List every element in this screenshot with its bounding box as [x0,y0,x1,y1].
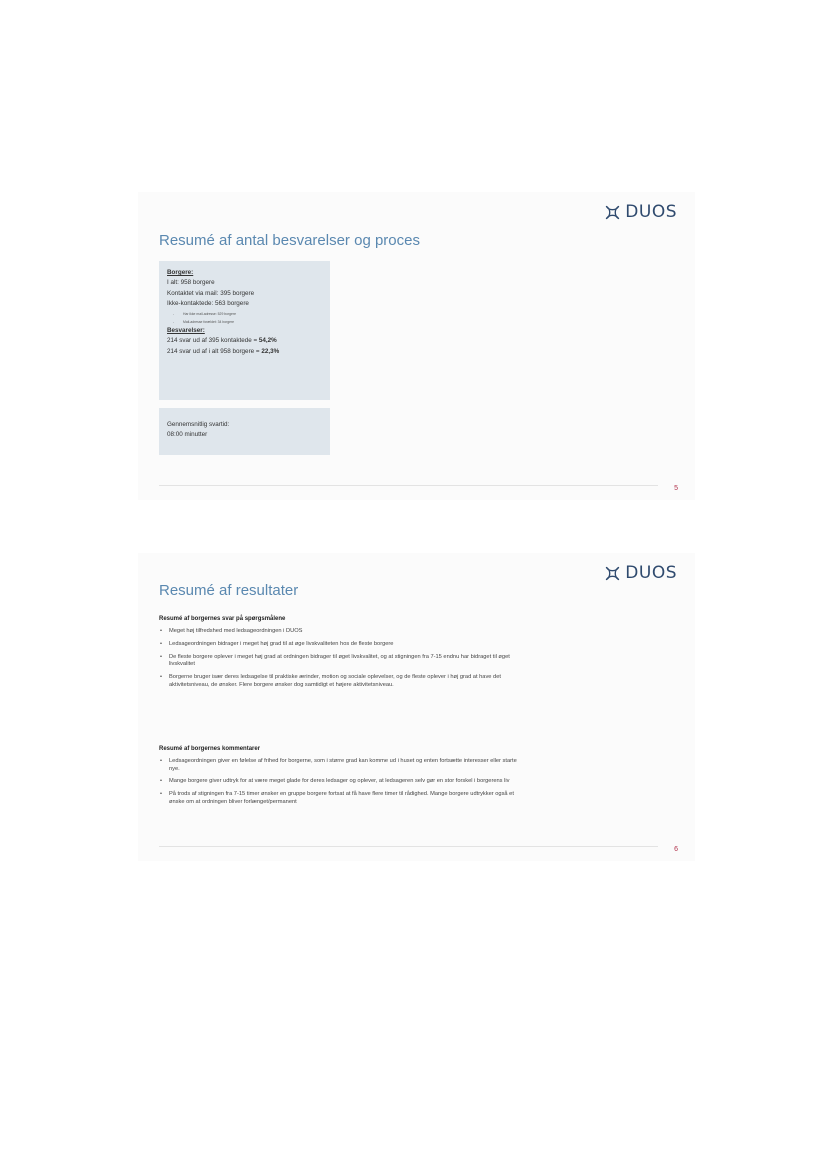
sub-item-outdated-mail: - Mail-adresse forældet: 34 borgere [173,319,235,324]
bullet-icon: • [160,778,162,785]
duos-logo [604,202,677,222]
list-item: • Ledsageordningen giver en følelse af frihed for borgerne, som i større grad kan komme ud i huset og enten fortsætte interesser eller starte nye. [160,758,517,772]
answers-summary-heading: Resumé af borgernes svar på spørgsmålene [159,616,286,622]
slide-5 [138,192,695,500]
citizens-total: I alt: 958 borgere [167,279,215,287]
page-number: 6 [674,846,678,853]
answers-heading: Besvarelser: [167,327,205,335]
bullet-icon: • [160,674,162,681]
response-time-label: Gennemsnitlig svartid: [167,421,230,428]
comments-summary-heading: Resumé af borgernes kommentarer [159,746,261,752]
list-item: • De fleste borgere oplever i meget høj grad at ordningen bidrager til øget livskvalitet, og at stigningen fra 7-15 endnu har bidraget til øget livskvalitet [160,654,510,668]
citizens-heading: Borgere: [167,269,194,276]
duos-logo-icon [604,565,621,582]
slide-title: Resumé af resultater [159,582,299,599]
list-item: • Mange borgere giver udtryk for at være meget glade for deres ledsager og oplever, at ledsageren selv gør en stor forskel i borgerens liv [160,778,510,785]
duos-logo [604,563,677,583]
response-time-value: 08:00 minutter [167,431,208,439]
bullet-icon: • [160,628,162,635]
response-time-box [159,408,330,455]
list-item: • Meget høj tilfredshed med ledsageordningen i DUOS [160,628,303,635]
page-number: 5 [674,485,678,492]
slide-6 [138,553,695,861]
bullet-icon: • [160,758,162,765]
comments-summary-section [159,746,529,812]
comments-summary-list [159,758,529,806]
bullet-icon: • [160,791,162,798]
logo-text: DUOS [625,202,677,222]
citizens-contacted: Kontaktet via mail: 395 borgere [167,289,255,297]
list-item: • Ledsageordningen bidrager i meget høj grad til at øge livskvaliteten hos de fleste borgere [160,641,394,648]
footer-divider [159,485,658,486]
slide-title: Resumé af antal besvarelser og proces [159,232,420,249]
answers-rate-total: 214 svar ud af i alt 958 borgere = 22,3% [167,347,280,355]
list-item: • På trods af stigningen fra 7-15 timer ønsker en gruppe borgere fortsat at få have flere timer til rådighed. Mange borgere udtrykker også et ønske om at ordningen bliver forlænget/permanent [160,791,514,805]
sub-item-no-mail: - Har ikke mail-adresse: 529 borgere [173,311,236,316]
duos-logo-icon [604,204,621,221]
list-item: • Borgerne bruger især deres ledsagelse til praktiske ærinder, motion og sociale oplevelser, og de fleste oplever i høj grad at have det aktivitetsniveau, de ønsker. Flere borgere ønsker dog samtidigt et højere aktivitetsniveau. [160,674,501,688]
bullet-icon: • [160,641,162,648]
citizens-not-contacted: Ikke-kontaktede: 563 borgere [167,300,249,308]
answers-summary-section [159,616,529,694]
answers-summary-list [159,628,529,689]
logo-text: DUOS [625,563,677,583]
answers-rate-contacted: 214 svar ud af 395 kontaktede = 54,2% [167,337,277,345]
bullet-icon: • [160,654,162,661]
footer-divider [159,846,658,847]
response-count-box [159,261,330,400]
